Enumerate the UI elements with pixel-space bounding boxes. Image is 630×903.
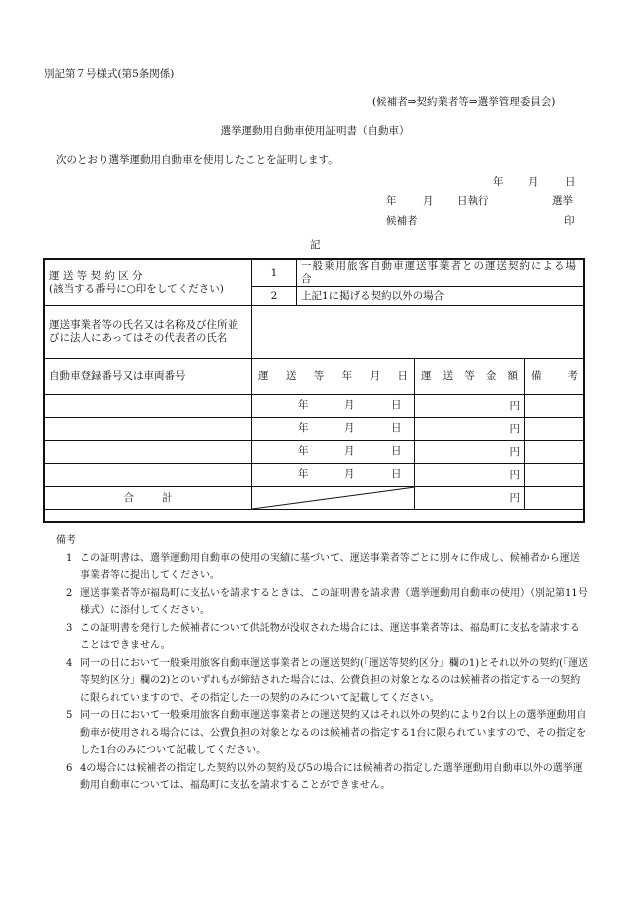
usage-table [44,259,585,510]
note-item: 5 同一の日において一般乗用旅客自動車運送事業者との運送契約又はそれ以外の契約により2台以上の選挙運動用自動車が使用される場合には、公費負担の対象となるのは候補者の指定する1台に限られていますので、その指定をした1台のみについて記載してください。 [66,710,587,756]
note-item: 3 この証明書を発行した候補者について供託物が没収された場合には、運送事業者等は、福島町に支払を請求することはできません。 [66,622,580,651]
date-cell[interactable]: 年 月 日 [252,464,415,487]
date-month-label: 月 [528,176,539,188]
date-day-label: 日 [565,176,576,188]
remarks-column-header: 備 考 [525,359,585,395]
date-cell[interactable]: 年 月 日 [252,395,415,418]
amount-cell[interactable]: 円 [415,418,525,441]
total-date-cell-crossed [252,487,415,510]
remarks-cell[interactable] [525,441,585,464]
amount-cell[interactable]: 円 [415,395,525,418]
note-item: 6 4の場合には候補者の指定した契約以外の契約及び5の場合には候補者の指定した選挙運動用自動車以外の選挙運動用自動車については、福島町に支払を請求することができません。 [66,762,583,791]
remarks-cell[interactable] [525,418,585,441]
table-row [45,395,585,418]
remarks-cell[interactable] [525,395,585,418]
remarks-cell[interactable] [525,464,585,487]
page-title: 選挙運動用自動車使用証明書（自動車） [220,125,410,137]
ki-label: 記 [310,239,321,251]
vehicle-cell[interactable] [45,395,252,418]
amount-cell[interactable]: 円 [415,441,525,464]
election-day-label: 日執行 [457,195,489,207]
form-id: 別記第７号様式(第5条関係) [44,68,175,80]
total-remarks-cell[interactable] [525,487,585,510]
statement-text: 次のとおり選挙運動用自動車を使用したことを証明します。 [56,154,339,166]
note-item: 2 運送事業者等が福島町に支払いを請求するときは、この証明書を請求書（選挙運動用自動車の使用）（別記第11号様式）に添付してください。 [66,587,588,616]
total-label: 合 計 [45,487,252,510]
vehicle-cell[interactable] [45,418,252,441]
amount-cell[interactable]: 円 [415,464,525,487]
table-row [45,418,585,441]
seal-label: 印 [564,215,575,227]
route-text: (候補者⇒契約業者等⇒選挙管理委員会) [372,96,556,108]
date-cell[interactable]: 年 月 日 [252,441,415,464]
diagonal-line [252,487,415,509]
option1-text: 一般乗用旅客自動車運送事業者との運送契約による場合 [297,260,585,287]
date-column-header: 運 送 等 年 月 日 [252,359,415,395]
notes-heading: 備考 [56,535,76,546]
election-month-label: 月 [423,195,434,207]
table-row [45,464,585,487]
candidate-label: 候補者 [386,215,418,227]
table-row [45,441,585,464]
carrier-label: 運送事業者等の氏名又は名称及び住所並びに法人にあってはその代表者の氏名 [45,306,252,359]
date-year-label: 年 [493,176,504,188]
vehicle-cell[interactable] [45,464,252,487]
note-item: 4 同一の日において一般乗用旅客自動車運送事業者との運送契約(「運送等契約区分」欄の1)とそれ以外の契約(「運送等契約区分」欄の2)とのいずれもが締結された場合には、公費負担の対象となるのは候補者の指定する一の契約に限られていますので、その指定した一の契約のみについて記載してください。 [66,657,589,704]
total-amount-cell[interactable]: 円 [415,487,525,510]
option2-text: 上記1に掲げる契約以外の場合 [297,287,585,306]
note-item: 1 この証明書は、選挙運動用自動車の使用の実績に基づいて、運送事業者等ごとに別々に作成し、候補者から運送事業者等に提出してください。 [66,552,580,581]
amount-column-header: 運 送 等 金 額 [415,359,525,395]
carrier-field[interactable] [252,306,585,359]
election-label: 選挙 [552,195,573,207]
date-cell[interactable]: 年 月 日 [252,418,415,441]
vehicle-column-header: 自動車登録番号又は車両番号 [45,359,252,395]
election-year-label: 年 [386,195,397,207]
notes-section [44,532,589,795]
option2-number[interactable]: 2 [252,287,297,306]
total-row [45,487,585,510]
option1-number[interactable]: 1 [252,260,297,287]
contract-type-label: 運 送 等 契 約 区 分 (該当する番号に○印をしてください) [45,260,252,306]
vehicle-cell[interactable] [45,441,252,464]
